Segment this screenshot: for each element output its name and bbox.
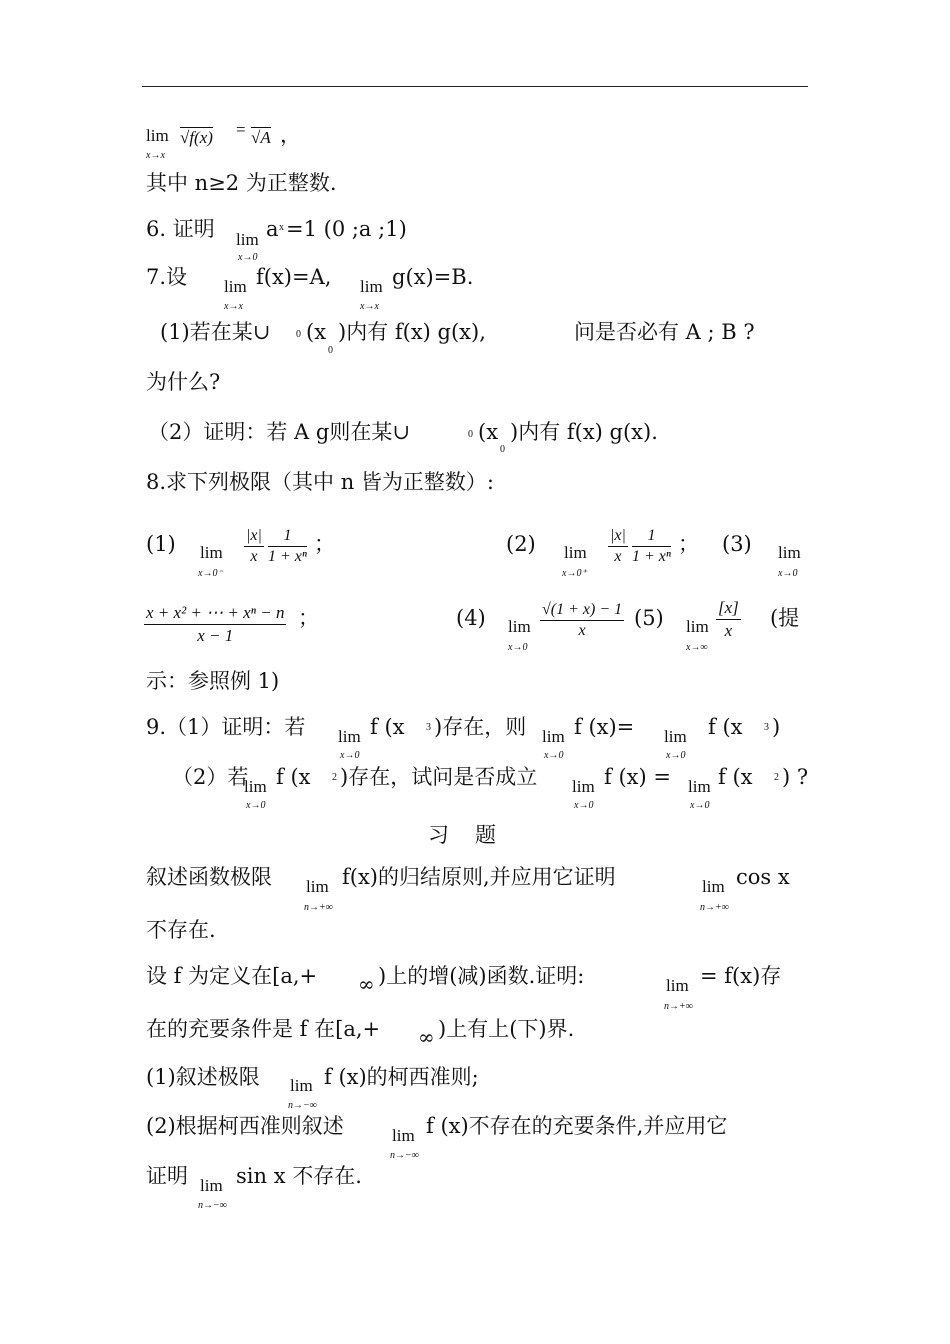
superscript: 0: [468, 429, 473, 440]
denominator: 1 + xⁿ: [632, 548, 671, 565]
text-line: )上的增(减)函数.证明:: [378, 964, 585, 988]
superscript: 2: [332, 772, 337, 783]
lim-operator: lim: [200, 543, 223, 562]
lim-operator: lim: [146, 126, 169, 145]
header-rule: [142, 86, 808, 87]
superscript: 0: [296, 329, 301, 340]
numerator: x + x² + ⋯ + xⁿ − n: [144, 603, 286, 625]
text-line: f (x: [718, 765, 753, 789]
text-line: g(x)=B.: [392, 265, 474, 289]
lim-subscript: n→+∞: [664, 1001, 693, 1012]
lim-operator: lim: [236, 230, 259, 249]
lim-operator: lim: [290, 1076, 313, 1095]
lim-subscript: x→x: [146, 150, 165, 161]
lim-operator: lim: [666, 976, 689, 995]
lim-operator: lim: [686, 617, 709, 636]
exponent-x: x: [279, 222, 284, 233]
lim-operator: lim: [542, 727, 565, 746]
item-label: (1): [146, 532, 176, 556]
lim-subscript: x→0: [778, 568, 798, 579]
text-line: cos x: [736, 865, 790, 889]
denominator: x: [614, 548, 622, 565]
separator: ；: [298, 606, 319, 630]
text-line: f (x)的柯西准则;: [324, 1065, 479, 1089]
text-line: f(x)=A,: [256, 265, 332, 289]
text-line: f (x: [370, 715, 405, 739]
lim-operator: lim: [244, 777, 267, 796]
text-line: =1 (0 ;a ;1): [286, 217, 407, 241]
problem-9: 9.（1）证明：若: [146, 715, 306, 739]
text-line: （2）若: [172, 765, 249, 789]
text-line: )内有 f(x) g(x).: [510, 420, 658, 444]
text-line: sin x 不存在.: [236, 1164, 362, 1188]
text-line: f(x)的归结原则,并应用它证明: [342, 865, 616, 889]
infinity-symbol: ∞: [418, 1025, 435, 1049]
lim-operator: lim: [306, 877, 329, 896]
lim-subscript: x→0: [544, 750, 564, 761]
fraction-sqrt: [540, 601, 624, 640]
text-line: )存在，试问是否成立: [340, 765, 538, 789]
item-label: (3): [722, 532, 752, 556]
lim-subscript: x→0: [238, 252, 258, 263]
lim-subscript: x→0: [690, 800, 710, 811]
problem-7: 7.设: [146, 265, 188, 289]
lim-subscript: n→−∞: [288, 1100, 317, 1111]
section-heading: 习题: [428, 823, 522, 847]
lim-operator: lim: [200, 1176, 223, 1195]
text-line: (1)若在某∪: [160, 320, 271, 344]
lim-subscript: n→+∞: [700, 902, 729, 913]
comma: ，: [280, 123, 301, 147]
item-label: (5): [634, 606, 664, 630]
text-line: 其中 n≥2 为正整数.: [146, 171, 337, 195]
lim-operator: lim: [564, 543, 587, 562]
item-label: (2): [506, 532, 536, 556]
equals-sign: =: [236, 120, 246, 139]
superscript: 3: [426, 722, 431, 733]
denominator: x: [724, 621, 733, 640]
fraction-abs-x: [608, 527, 628, 566]
text-line: (x: [306, 320, 327, 344]
fraction-abs-x: [244, 527, 264, 566]
text-line: 叙述函数极限: [146, 865, 272, 889]
infinity-symbol: ∞: [358, 972, 375, 996]
hint-text: (提: [770, 606, 800, 630]
problem-8: 8.求下列极限（其中 n 皆为正整数）:: [146, 470, 494, 494]
fraction-inverse: [632, 527, 671, 566]
text-line: f (x)不存在的充要条件,并应用它: [426, 1114, 728, 1138]
denominator: 1 + xⁿ: [268, 548, 307, 565]
numerator: 1: [632, 527, 671, 547]
lim-subscript: x→0⁺: [562, 568, 587, 579]
lim-subscript: x→x: [360, 301, 379, 312]
subscript: 0: [328, 345, 333, 356]
item-label: (4): [456, 606, 486, 630]
text-line: ): [772, 715, 781, 739]
subscript: 0: [500, 444, 505, 455]
text-line: 设 f 为定义在[a,+: [146, 964, 318, 988]
text-line: 证明: [146, 1164, 188, 1188]
lim-operator: lim: [664, 727, 687, 746]
numerator: |x|: [244, 527, 264, 547]
lim-operator: lim: [508, 617, 531, 636]
text-line: = f(x)存: [700, 964, 782, 988]
hint-text: 示：参照例 1): [146, 669, 280, 693]
numerator: [x]: [716, 598, 741, 620]
lim-operator: lim: [224, 277, 247, 296]
text-line: f (x: [708, 715, 743, 739]
text-line: )内有 f(x) g(x),: [338, 320, 486, 344]
problem-6: 6. 证明: [146, 217, 215, 241]
text-line: (2)根据柯西准则叙述: [146, 1114, 344, 1138]
lim-subscript: x→0⁻: [198, 568, 223, 579]
lim-subscript: n→+∞: [304, 902, 333, 913]
lim-operator: lim: [360, 277, 383, 296]
text-line: ) ?: [782, 765, 809, 789]
text-line: (x: [478, 420, 499, 444]
lim-subscript: x→0: [246, 800, 266, 811]
fraction-inverse: [268, 527, 307, 566]
separator: ；: [314, 532, 335, 556]
lim-operator: lim: [392, 1126, 415, 1145]
text-line: )存在，则: [434, 715, 527, 739]
text-line: 问是否必有 A ; B ?: [574, 320, 755, 344]
separator: ；: [678, 532, 699, 556]
text-line: )上有上(下)界.: [438, 1017, 575, 1041]
text-line: f (x: [276, 765, 311, 789]
text-line: 不存在.: [146, 918, 216, 942]
denominator: x: [578, 622, 586, 639]
text-a: a: [266, 217, 279, 241]
lim-operator: lim: [338, 727, 361, 746]
fraction-floor: [716, 598, 741, 641]
text-line: (1)叙述极限: [146, 1065, 260, 1089]
lim-subscript: n→−∞: [198, 1200, 227, 1211]
superscript: 2: [774, 772, 779, 783]
text-line: 为什么?: [146, 370, 221, 394]
text-line: （2）证明：若 A g则在某∪: [148, 420, 410, 444]
numerator: 1: [268, 527, 307, 547]
lim-subscript: x→0: [340, 750, 360, 761]
denominator: x: [250, 548, 258, 565]
lim-subscript: x→0: [574, 800, 594, 811]
superscript: 3: [764, 722, 769, 733]
text-line: f (x) =: [604, 765, 671, 789]
lim-operator: lim: [778, 543, 801, 562]
lim-operator: lim: [702, 877, 725, 896]
lim-subscript: x→0: [508, 642, 528, 653]
numerator: |x|: [608, 527, 628, 547]
sqrt-a: √A: [251, 128, 271, 147]
lim-subscript: x→∞: [686, 642, 708, 653]
denominator: x − 1: [197, 626, 234, 645]
text-line: 在的充要条件是 f 在[a,+: [146, 1017, 381, 1041]
fraction-polynomial: [144, 603, 286, 646]
numerator: √(1 + x) − 1: [540, 601, 624, 621]
lim-operator: lim: [688, 777, 711, 796]
sqrt-fx: √f(x): [180, 128, 213, 147]
text-line: f (x)=: [574, 715, 635, 739]
lim-subscript: n→−∞: [390, 1150, 419, 1161]
lim-operator: lim: [572, 777, 595, 796]
lim-subscript: x→x: [224, 301, 243, 312]
lim-subscript: x→0: [666, 750, 686, 761]
